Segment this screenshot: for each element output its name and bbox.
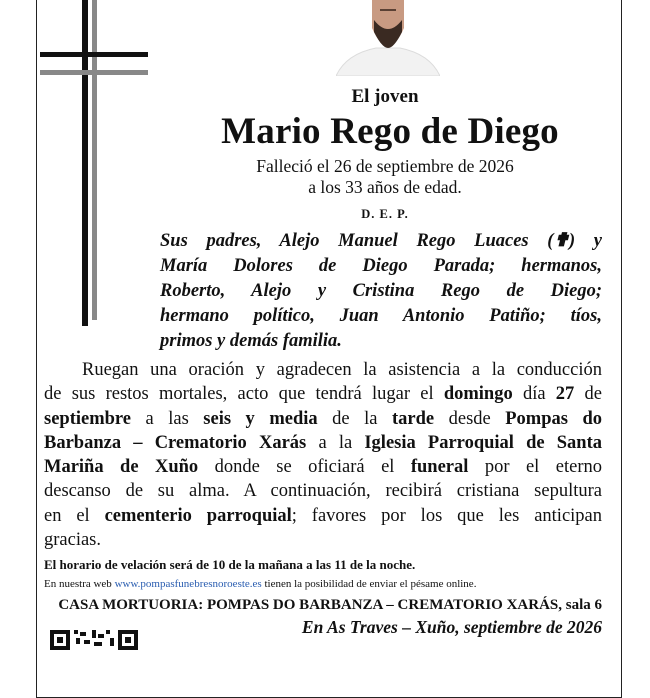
body-line: Mariña de Xuño donde se oficiará el funeral por el eterno xyxy=(44,457,602,478)
death-date: Falleció el 26 de septiembre de 2026 xyxy=(256,156,514,176)
body-line: descanso de su alma. A continuación, recibirá cristiana sepultura xyxy=(44,481,602,502)
wake-hours: El horario de velación será de 10 de la mañana a las 11 de la noche. xyxy=(44,557,416,572)
cross-icon xyxy=(82,0,88,326)
place-date: En As Traves – Xuño, septiembre de 2026 xyxy=(301,617,602,637)
family-list xyxy=(160,229,602,354)
dep-abbreviation: D. E. P. xyxy=(361,207,409,221)
body-line: Ruegan una oración y agradecen la asistencia a la conducción xyxy=(82,360,602,380)
body-line: de sus restos mortales, acto que tendrá lugar el domingo día 27 de xyxy=(44,384,602,405)
funeral-announcement xyxy=(44,358,602,552)
body-line: en el cementerio parroquial; favores por los que les anticipan xyxy=(44,505,603,526)
cross-shadow xyxy=(92,0,97,320)
family-line: hermano político, Juan Antonio Patiño; tíos, xyxy=(160,306,602,326)
age-at-death: a los 33 años de edad. xyxy=(308,177,462,197)
intro-title: El joven xyxy=(351,86,419,107)
family-line: primos y demás familia. xyxy=(160,331,342,351)
cross-bar xyxy=(40,52,148,57)
family-line: María Dolores de Diego Parada; hermanos, xyxy=(160,256,602,276)
mortuary-info: CASA MORTUORIA: POMPAS DO BARBANZA – CREMATORIO XARÁS, sala 6 xyxy=(58,597,602,613)
body-line: Barbanza – Crematorio Xarás a la Iglesia Parroquial de Santa xyxy=(44,432,603,453)
condolence-note: En nuestra web www.pompasfunebresnoroeste.es tienen la posibilidad de enviar el pésame online. xyxy=(44,578,477,590)
body-line: septiembre a las seis y media de la tarde desde Pompas do xyxy=(44,408,602,429)
deceased-name: Mario Rego de Diego xyxy=(221,111,559,152)
portrait-photo xyxy=(336,0,440,76)
website-link[interactable]: www.pompasfunebresnoroeste.es xyxy=(114,578,262,590)
body-line: gracias. xyxy=(44,530,102,551)
family-line: Roberto, Alejo y Cristina Rego de Diego; xyxy=(160,281,602,301)
qr-code xyxy=(50,628,142,650)
family-line: Sus padres, Alejo Manuel Rego Luaces (✟) y xyxy=(160,231,602,251)
cross-bar-shadow xyxy=(40,70,148,75)
death-info xyxy=(200,156,570,198)
